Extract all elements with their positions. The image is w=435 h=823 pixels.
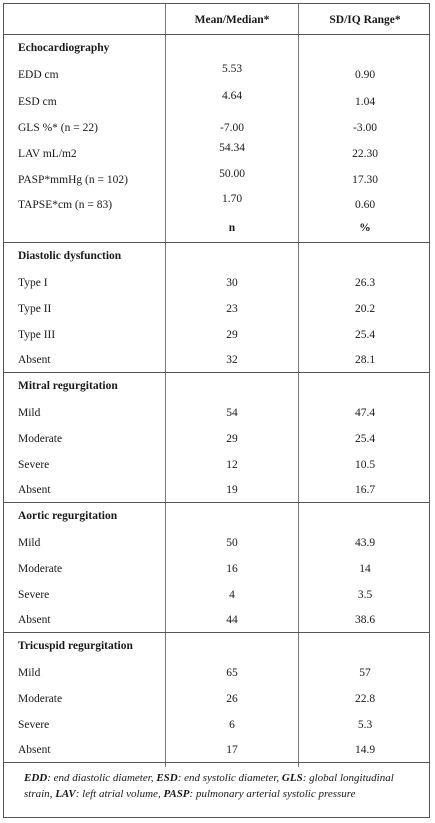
row-n: 17: [226, 744, 238, 756]
row-n: 54: [226, 407, 238, 419]
row-label: Absent: [18, 484, 51, 496]
row-n: 23: [226, 303, 238, 315]
row-pct: 25.4: [354, 433, 376, 445]
footnote-def: : end diastolic diameter,: [47, 772, 157, 784]
header-sd-iq-range: SD/IQ Range*: [329, 14, 401, 26]
row-label: Absent: [18, 354, 51, 366]
footnote-abbr: EDD: [24, 772, 48, 784]
footnote-abbr: LAV: [55, 788, 76, 800]
table-footnote: [24, 770, 416, 802]
row-label: TAPSE*cm (n = 83): [18, 199, 113, 211]
row-label: GLS %* (n = 22): [18, 122, 98, 134]
row-sd: 22.30: [352, 148, 378, 160]
row-pct: 57: [359, 667, 371, 679]
row-pct: 38.6: [354, 614, 376, 626]
row-mean: 1.70: [221, 193, 243, 205]
row-n: 26: [226, 693, 238, 705]
row-n: 19: [226, 484, 238, 496]
header-mean-median: Mean/Median*: [194, 14, 270, 26]
row-n: 29: [226, 433, 238, 445]
row-label: Absent: [18, 744, 51, 756]
row-label: Moderate: [18, 693, 63, 705]
row-pct: 16.7: [354, 484, 376, 496]
row-label: Type III: [18, 329, 56, 341]
row-label: Type I: [18, 277, 48, 289]
row-n: 30: [226, 277, 238, 289]
footnote-abbr: GLS: [281, 772, 303, 784]
row-label: Moderate: [18, 433, 63, 445]
subheader-n: n: [228, 222, 236, 234]
row-n: 32: [226, 354, 238, 366]
row-n: 65: [226, 667, 238, 679]
row-divider: [4, 632, 429, 633]
row-label: EDD cm: [18, 69, 59, 81]
row-label: PASP*mmHg (n = 102): [18, 174, 128, 186]
row-label: Severe: [18, 719, 50, 731]
row-n: 29: [226, 329, 238, 341]
section-title: Diastolic dysfunction: [18, 250, 122, 262]
row-n: 12: [226, 459, 238, 471]
row-label: Severe: [18, 459, 50, 471]
row-sd: 17.30: [352, 174, 378, 186]
row-divider: [4, 242, 429, 243]
row-n: 6: [229, 719, 235, 731]
row-divider: [4, 762, 429, 763]
row-mean: 5.53: [221, 63, 243, 75]
row-label: Absent: [18, 614, 51, 626]
row-pct: 28.1: [354, 354, 376, 366]
footnote-abbr: PASP: [163, 788, 190, 800]
row-label: Mild: [18, 537, 41, 549]
row-sd: 1.04: [354, 96, 376, 108]
row-divider: [4, 34, 429, 35]
row-pct: 3.5: [357, 589, 373, 601]
row-n: 4: [229, 589, 235, 601]
row-label: Moderate: [18, 563, 63, 575]
section-title: Aortic regurgitation: [18, 510, 118, 522]
section-title: Mitral regurgitation: [18, 380, 118, 392]
row-pct: 20.2: [354, 303, 376, 315]
column-divider: [165, 4, 166, 767]
footnote-def: : global longitudinal strain,: [24, 772, 394, 800]
footnote-def: : left atrial volume,: [75, 788, 164, 800]
row-mean: 50.00: [219, 168, 245, 180]
column-divider: [298, 4, 299, 767]
row-mean: -7.00: [220, 122, 244, 134]
row-pct: 43.9: [354, 537, 376, 549]
section-title: Tricuspid regurgitation: [18, 640, 133, 652]
row-pct: 10.5: [354, 459, 376, 471]
row-pct: 25.4: [354, 329, 376, 341]
row-mean: 54.34: [219, 142, 245, 154]
row-pct: 26.3: [354, 277, 376, 289]
row-n: 50: [226, 537, 238, 549]
row-label: Mild: [18, 407, 41, 419]
row-sd: 0.60: [354, 199, 376, 211]
row-label: Mild: [18, 667, 41, 679]
footnote-def: : pulmonary arterial systolic pressure: [189, 788, 356, 800]
data-table: [3, 3, 430, 818]
row-label: ESD cm: [18, 96, 57, 108]
row-label: Severe: [18, 589, 50, 601]
row-sd: 0.90: [354, 69, 376, 81]
footnote-abbr: ESD: [156, 772, 178, 784]
row-mean: 4.64: [221, 90, 243, 102]
row-divider: [4, 502, 429, 503]
row-divider: [4, 372, 429, 373]
row-pct: 22.8: [354, 693, 376, 705]
row-n: 16: [226, 563, 238, 575]
section-title: Echocardiography: [18, 42, 110, 54]
row-pct: 14.9: [354, 744, 376, 756]
subheader-percent: %: [359, 222, 371, 234]
row-pct: 47.4: [354, 407, 376, 419]
row-pct: 5.3: [357, 719, 373, 731]
row-label: Type II: [18, 303, 52, 315]
row-sd: -3.00: [353, 122, 377, 134]
footnote-def: : end systolic diameter,: [177, 772, 282, 784]
row-label: LAV mL/m2: [18, 148, 77, 160]
row-pct: 14: [359, 563, 371, 575]
row-n: 44: [226, 614, 238, 626]
